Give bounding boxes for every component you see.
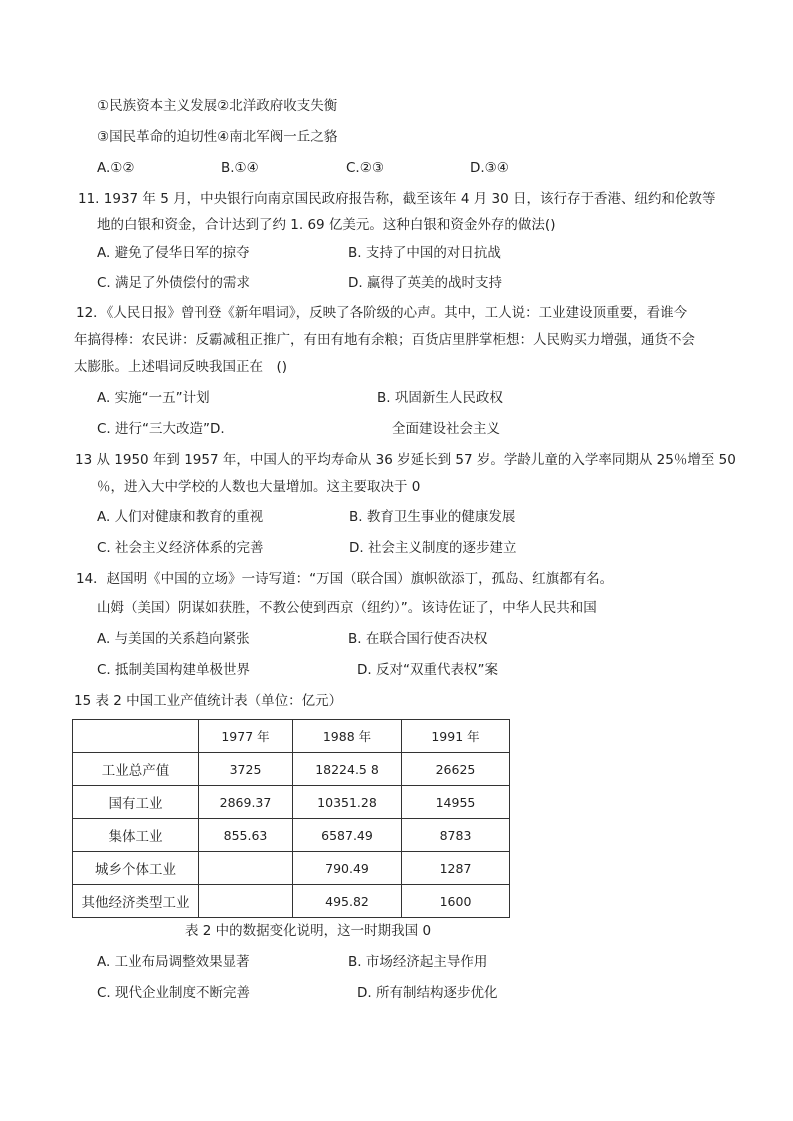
q11-stem-line1: 11. 1937 年 5 月，中央银行向南京国民政府报告称，截至该年 4 月 30 日，该行存于香港、纽约和伦敦等	[78, 191, 716, 207]
q14-option-d: D. 反对“双重代表权”案	[357, 662, 498, 678]
table-cell: 18224.5 8	[293, 753, 402, 786]
q13-stem-line2: ％，进入大中学校的人数也大量增加。这主要取决于 0	[97, 479, 421, 495]
table-cell: 10351.28	[293, 786, 402, 819]
table-row	[73, 753, 510, 786]
table-cell: 495.82	[293, 885, 402, 918]
q13-option-a: A. 人们对健康和教育的重视	[97, 509, 264, 525]
q14-option-c: C. 抵制美国构建单极世界	[97, 662, 251, 678]
q12-option-b: B. 巩固新生人民政权	[377, 390, 503, 406]
q15-table-title: 15 表 2 中国工业产值统计表（单位：亿元）	[74, 693, 343, 709]
table-cell	[199, 885, 293, 918]
q10-option-b: B.①④	[221, 160, 259, 176]
industrial-output-table	[72, 719, 510, 918]
table-row-label: 城乡个体工业	[73, 852, 199, 885]
table-cell: 790.49	[293, 852, 402, 885]
table-header-cell: 1991 年	[402, 720, 510, 753]
table-header-row	[73, 720, 510, 753]
table-cell: 26625	[402, 753, 510, 786]
q12-stem-line3: 太膨胀。上述唱词反映我国正在 ()	[74, 359, 288, 375]
q11-option-c: C. 满足了外债偿付的需求	[97, 275, 251, 291]
table-row-label: 国有工业	[73, 786, 199, 819]
q11-stem-line2: 地的白银和资金，合计达到了约 1. 69 亿美元。这种白银和资金外存的做法()	[97, 217, 556, 233]
q15-option-d: D. 所有制结构逐步优化	[357, 985, 498, 1001]
q14-stem-line1: 14．赵国明《中国的立场》一诗写道：“万国（联合国）旗帜欲添丁，孤岛、红旗都有名。	[76, 571, 614, 587]
table-row-label: 其他经济类型工业	[73, 885, 199, 918]
q13-option-c: C. 社会主义经济体系的完善	[97, 540, 264, 556]
q12-option-c: C. 进行“三大改造”D.	[97, 421, 225, 437]
q11-option-d: D. 赢得了英美的战时支持	[348, 275, 502, 291]
table-cell: 8783	[402, 819, 510, 852]
table-cell: 1287	[402, 852, 510, 885]
q13-option-b: B. 教育卫生事业的健康发展	[349, 509, 516, 525]
table-cell: 855.63	[199, 819, 293, 852]
table-header-cell: 1977 年	[199, 720, 293, 753]
q15-stem: 表 2 中的数据变化说明，这一时期我国 0	[185, 923, 432, 939]
q15-option-c: C. 现代企业制度不断完善	[97, 985, 251, 1001]
q10-option-a: A.①②	[97, 160, 135, 176]
table-row	[73, 786, 510, 819]
table-header-cell: 1988 年	[293, 720, 402, 753]
table-row-label: 工业总产值	[73, 753, 199, 786]
table-cell: 2869.37	[199, 786, 293, 819]
table-cell: 6587.49	[293, 819, 402, 852]
q15-option-a: A. 工业布局调整效果显著	[97, 954, 250, 970]
q14-stem-line2: 山姆（美国）阴谋如获胜，不教公使到西京（纽约）”。该诗佐证了，中华人民共和国	[97, 600, 597, 616]
table-cell: 3725	[199, 753, 293, 786]
table-row-label: 集体工业	[73, 819, 199, 852]
q10-item-line2: ③国民革命的迫切性④南北军阀一丘之貉	[97, 129, 338, 145]
table-row	[73, 852, 510, 885]
table-header-cell	[73, 720, 199, 753]
table-cell	[199, 852, 293, 885]
q14-option-b: B. 在联合国行使否决权	[348, 631, 488, 647]
q12-option-a: A. 实施“一五”计划	[97, 390, 210, 406]
q13-option-d: D. 社会主义制度的逐步建立	[349, 540, 517, 556]
q13-stem-line1: 13 从 1950 年到 1957 年，中国人的平均寿命从 36 岁延长到 57 岁。学龄儿童的入学率同期从 25％增至 50	[75, 452, 736, 468]
table-row	[73, 819, 510, 852]
q14-option-a: A. 与美国的关系趋向紧张	[97, 631, 250, 647]
q11-option-b: B. 支持了中国的对日抗战	[348, 245, 501, 261]
q15-option-b: B. 市场经济起主导作用	[348, 954, 488, 970]
table-cell: 14955	[402, 786, 510, 819]
q12-option-d: 全面建设社会主义	[392, 421, 500, 437]
table-row	[73, 885, 510, 918]
q11-option-a: A. 避免了侵华日军的掠夺	[97, 245, 250, 261]
q12-stem-line1: 12．《人民日报》曾刊登《新年唱词》，反映了各阶级的心声。其中，工人说：工业建设顶重要，看谁今	[76, 305, 688, 321]
q10-item-line1: ①民族资本主义发展②北洋政府收支失衡	[97, 98, 338, 114]
table-cell: 1600	[402, 885, 510, 918]
q12-stem-line2: 年搞得棒：农民讲：反霸减租正推广，有田有地有余粮；百货店里胖掌柜想：人民购买力增强，通货不会	[74, 332, 695, 348]
q10-option-d: D.③④	[470, 160, 509, 176]
q10-option-c: C.②③	[346, 160, 384, 176]
